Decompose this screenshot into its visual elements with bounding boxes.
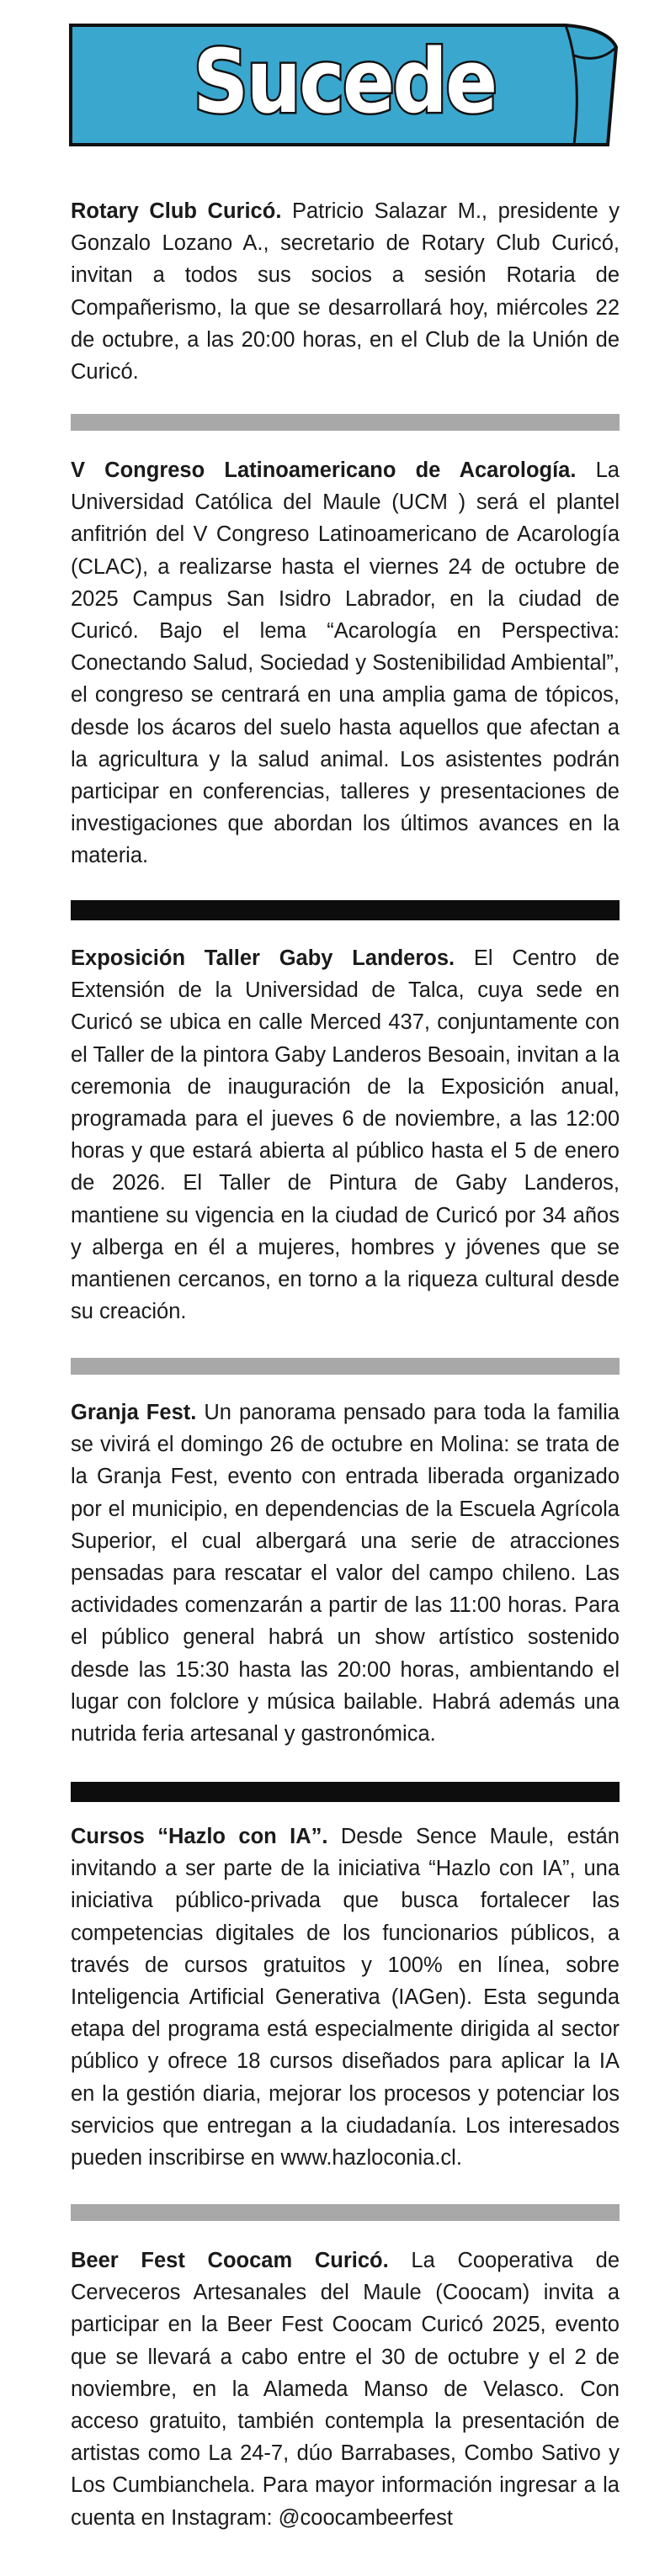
news-item-headline: V Congreso Latinoamericano de Acarología. bbox=[71, 458, 577, 482]
news-item-headline: Granja Fest. bbox=[71, 1401, 197, 1424]
section-header-banner bbox=[69, 22, 620, 146]
news-item-body: La Cooperativa de Cerveceros Artesanales del Maule (Coocam) invita a participar en la Beer Fest Coocam Curicó 2025, evento que se llevará a cabo entre el 30 de octubre y el 2 de noviembre, en la Alameda Manso de Velasco. Con acceso gratuito, también contempla la presentación de artistas como La 24-7, dúo Barrabases, Combo Sativo y Los Cumbianchela. Para mayor información ingresar a la cuenta en Instagram: @coocambeerfest bbox=[71, 2249, 620, 2530]
separator-gray bbox=[71, 1358, 620, 1375]
news-item-exposicion bbox=[71, 942, 620, 1328]
news-item-headline: Exposición Taller Gaby Landeros. bbox=[71, 946, 455, 970]
news-item-granja-fest bbox=[71, 1397, 620, 1750]
news-item-headline: Beer Fest Coocam Curicó. bbox=[71, 2249, 389, 2272]
news-item-body: Desde Sence Maule, están invitando a ser parte de la iniciativa “Hazlo con IA”, una iniciativa público-privada que busca fortalecer las competencias digitales de los funcionarios públicos, a través de cursos gratuitos y 100% en línea, sobre Inteligencia Artificial Generativa (IAGen). Esta segunda etapa del programa está especialmente dirigida al sector público y ofrece 18 cursos diseñados para aplicar la IA en la gestión diaria, mejorar los procesos y potenciar los servicios que entregan a la ciudadanía. Los interesados pueden inscribirse en www.hazloconia.cl. bbox=[71, 1825, 620, 2171]
news-item-acarologia bbox=[71, 454, 620, 872]
news-item-beer-fest bbox=[71, 2245, 620, 2534]
news-item-rotary bbox=[71, 195, 620, 388]
section-title: Sucede bbox=[193, 30, 496, 133]
separator-black bbox=[71, 900, 620, 920]
news-item-body: Un panorama pensado para toda la familia se vivirá el domingo 26 de octubre en Molina: se trata de la Granja Fest, evento con entrada liberada organizado por el municipio, en dependencias de la Escuela Agrícola Superior, el cual albergará una serie de atracciones pensadas para rescatar el valor del campo chileno. Las actividades comenzarán a partir de las 11:00 horas. Para el público general habrá un show artístico sostenido desde las 15:30 hasta las 20:00 horas, ambientando el lugar con folclore y música bailable. Habrá además una nutrida feria artesanal y gastronómica. bbox=[71, 1401, 620, 1746]
news-item-body: Patricio Salazar M., presidente y Gonzalo Lozano A., secretario de Rotary Club Curicó, invitan a todos sus socios a sesión Rotaria de Compañerismo, la que se desarrollará hoy, miércoles 22 de octubre, a las 20:00 horas, en el Club de la Unión de Curicó. bbox=[71, 199, 620, 384]
news-item-headline: Cursos “Hazlo con IA”. bbox=[71, 1825, 328, 1848]
news-item-hazlo-con-ia bbox=[71, 1821, 620, 2174]
separator-black bbox=[71, 1782, 620, 1802]
separator-gray bbox=[71, 414, 620, 431]
news-item-headline: Rotary Club Curicó. bbox=[71, 199, 282, 223]
news-item-body: La Universidad Católica del Maule (UCM ) será el plantel anfitrión del V Congreso Latinoamericano de Acarología (CLAC), a realizarse hasta el viernes 24 de octubre de 2025 Campus San Isidro Labrador, en la ciudad de Curicó. Bajo el lema “Acarología en Perspectiva: Conectando Salud, Sociedad y Sostenibilidad Ambiental”, el congreso se centrará en una amplia gama de tópicos, desde los ácaros del suelo hasta aquellos que afectan a la agricultura y la salud animal. Los asistentes podrán participar en conferencias, talleres y presentaciones de investigaciones que abordan los últimos avances en la materia. bbox=[71, 458, 620, 868]
news-item-body: El Centro de Extensión de la Universidad de Talca, cuya sede en Curicó se ubica en calle Merced 437, conjuntamente con el Taller de la pintora Gaby Landeros Besoain, invitan a la ceremonia de inauguración de la Exposición anual, programada para el jueves 6 de noviembre, a las 12:00 horas y que estará abierta al público hasta el 5 de enero de 2026. El Taller de Pintura de Gaby Landeros, mantiene su vigencia en la ciudad de Curicó por 34 años y alberga en él a mujeres, hombres y jóvenes que se mantienen cercanos, en torno a la riqueza cultural desde su creación. bbox=[71, 946, 620, 1324]
separator-gray bbox=[71, 2204, 620, 2221]
